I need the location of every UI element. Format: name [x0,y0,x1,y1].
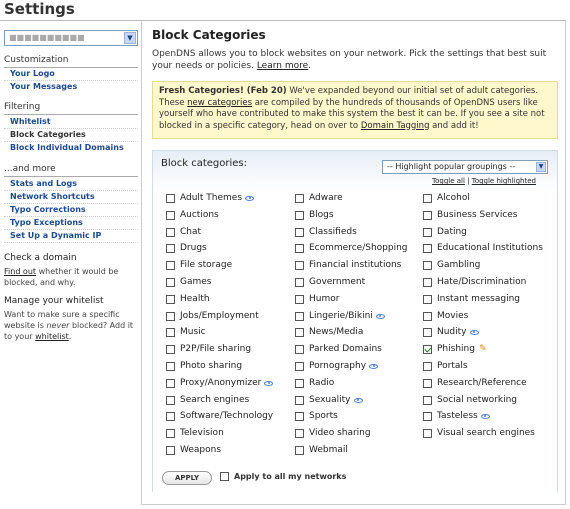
check-domain-heading: Check a domain [4,253,77,263]
category-label: Parked Domains [309,344,382,354]
category-item[interactable] [295,226,357,238]
category-checkbox[interactable] [423,278,432,287]
category-item[interactable] [423,310,468,322]
category-label: Gambling [437,260,481,270]
category-label: Ecommerce/Shopping [309,243,408,253]
category-checkbox[interactable] [166,312,175,321]
sidebar-heading-customization: Customization [4,55,69,65]
section-title: Block Categories [152,28,266,42]
category-checkbox[interactable] [295,261,304,270]
category-checkbox[interactable] [423,244,432,253]
eye-icon [376,314,385,319]
category-label: Educational Institutions [437,243,543,253]
category-item[interactable] [423,427,535,439]
learn-more-link[interactable]: Learn more [256,61,309,71]
category-item[interactable] [295,293,339,305]
category-item[interactable] [166,209,219,221]
category-checkbox[interactable] [295,362,304,371]
category-item[interactable] [423,276,526,288]
category-checkbox[interactable] [166,379,175,388]
network-select-value: ■■■■■■■■■■ [9,33,85,42]
category-item[interactable] [166,444,221,456]
category-checkbox[interactable] [295,244,304,253]
sidebar-heading-and-more: ...and more [4,164,56,174]
category-label: Research/Reference [437,378,527,388]
category-item[interactable] [423,242,543,254]
category-label: Government [309,277,366,287]
category-item[interactable] [166,377,273,389]
category-label: Software/Technology [180,411,274,421]
apply-all-checkbox[interactable] [220,472,229,481]
category-label: Blogs [309,210,334,220]
fresh-categories-notice: Fresh Categories! (Feb 20) We've expanded beyond our initial set of adult categories. These new categories are compiled by the hundreds of thousands of OpenDNS users like yourself who have contributed to make this system the best it can be. If you see a site not blocked in a specific category, head on over to Domain Tagging and add it! [152,81,558,139]
category-checkbox[interactable] [423,312,432,321]
category-item[interactable] [166,276,211,288]
category-checkbox[interactable] [423,379,432,388]
category-checkbox[interactable] [423,328,432,337]
category-item[interactable] [295,410,338,422]
category-label: Portals [437,361,468,371]
category-checkbox[interactable] [423,412,432,421]
sidebar-divider [4,141,138,142]
category-checkbox[interactable] [423,261,432,270]
eye-icon [264,381,273,386]
category-item[interactable] [166,310,259,322]
sidebar-item-typo-corrections[interactable]: Typo Corrections [10,205,86,214]
sidebar-divider [4,80,138,81]
category-item[interactable] [166,226,201,238]
eye-icon [369,364,378,369]
category-checkbox[interactable] [166,244,175,253]
category-label: Lingerie/Bikini [309,311,373,321]
category-label: Search engines [180,395,250,405]
category-item[interactable] [166,326,206,338]
category-label: Sexuality [309,395,351,405]
category-label: Phishing [437,344,475,354]
category-checkbox[interactable] [423,396,432,405]
category-label: Nudity [437,327,467,337]
category-checkbox[interactable] [423,429,432,438]
sidebar-divider [4,190,138,191]
sidebar-item-stats-and-logs[interactable]: Stats and Logs [10,179,78,188]
category-label: Adult Themes [180,193,243,203]
sidebar-divider [4,216,138,217]
category-label: Visual search engines [437,428,535,438]
category-item[interactable] [166,360,242,372]
network-select[interactable] [4,30,138,46]
block-categories-label: Block categories: [161,158,248,169]
category-item[interactable] [423,226,467,238]
intro-text: OpenDNS allows you to block websites on your network. Pick the settings that best suit your needs or policies. Learn more. [152,49,547,71]
category-label: Proxy/Anonymizer [180,378,262,388]
category-label: Weapons [180,445,222,455]
category-checkbox[interactable] [295,278,304,287]
category-label: Jobs/Employment [180,311,259,321]
category-label: Sports [309,411,338,421]
whitelist-link[interactable]: whitelist [35,332,69,341]
category-label: Financial institutions [309,260,402,270]
category-item[interactable] [423,192,470,204]
category-item[interactable] [423,343,487,355]
category-item[interactable] [295,326,363,338]
category-label: Radio [309,378,335,388]
new-categories-link[interactable]: new categories [187,97,252,108]
sidebar-divider [4,114,138,115]
sidebar-item-block-categories[interactable]: Block Categories [10,130,86,139]
eye-icon [481,414,490,419]
category-label: Television [180,428,224,438]
category-label: Chat [180,227,202,237]
category-checkbox[interactable] [166,328,175,337]
category-label: Alcohol [437,193,470,203]
category-label: Health [180,294,210,304]
category-item[interactable] [295,394,363,406]
category-item[interactable] [166,410,273,422]
category-label: Pornography [309,361,367,371]
category-item[interactable] [295,192,343,204]
find-out-link[interactable]: Find out [4,267,37,276]
sidebar-item-whitelist[interactable]: Whitelist [10,117,51,126]
sidebar [0,21,142,505]
sidebar-item-block-individual-domains[interactable]: Block Individual Domains [10,143,124,152]
category-label: P2P/File sharing [180,344,252,354]
fishing-hook-icon: ✎ [478,344,487,354]
category-checkbox[interactable] [295,328,304,337]
check-domain-text: Find out whether it would be blocked, and why. [4,267,119,287]
category-checkbox[interactable] [166,446,175,455]
category-item[interactable] [423,394,517,406]
sidebar-divider [4,176,138,177]
category-item[interactable] [423,293,520,305]
toggle-highlighted-link[interactable]: Toggle highlighted [471,177,536,185]
category-item[interactable] [295,259,401,271]
toggle-all-link[interactable]: Toggle all [432,177,465,185]
apply-all-label: Apply to all my networks [234,472,347,481]
category-item[interactable] [166,343,251,355]
category-item[interactable] [295,427,371,439]
category-label: Business Services [437,210,518,220]
category-label: Social networking [437,395,518,405]
category-item[interactable] [295,310,385,322]
category-checkbox[interactable] [295,446,304,455]
category-checkbox[interactable] [295,429,304,438]
category-checkbox[interactable] [295,312,304,321]
category-checkbox[interactable] [166,396,175,405]
sidebar-divider [4,242,138,243]
category-label: Dating [437,227,467,237]
category-item[interactable] [166,259,232,271]
category-label: Tasteless [437,411,478,421]
category-checkbox[interactable] [166,429,175,438]
eye-icon [245,196,254,201]
category-item[interactable] [295,343,382,355]
grouping-select-value: -- Highlight popular groupings -- [387,162,516,171]
category-item[interactable] [423,360,468,372]
category-checkbox[interactable] [423,345,432,354]
category-checkbox[interactable] [166,228,175,237]
category-item[interactable] [166,293,210,305]
eye-icon [470,330,479,335]
category-item[interactable] [423,410,490,422]
category-checkbox[interactable] [295,295,304,304]
category-checkbox[interactable] [295,345,304,354]
category-checkbox[interactable] [423,362,432,371]
category-checkbox[interactable] [166,211,175,220]
category-label: Movies [437,311,469,321]
chevron-down-icon[interactable]: ▼ [124,32,136,44]
category-label: Video sharing [309,428,371,438]
sidebar-item-your-logo[interactable]: Your Logo [10,69,55,78]
sidebar-divider [4,67,138,68]
category-item[interactable] [166,192,254,204]
manage-whitelist-text: Want to make sure a specific website is never blocked? Add it to your whitelist. [4,310,134,341]
category-checkbox[interactable] [423,194,432,203]
category-checkbox[interactable] [166,278,175,287]
manage-whitelist-heading: Manage your whitelist [4,296,104,306]
category-label: Webmail [309,445,348,455]
category-item[interactable] [166,242,207,254]
sidebar-divider [4,203,138,204]
domain-tagging-link[interactable]: Domain Tagging [360,120,430,131]
category-checkbox[interactable] [295,412,304,421]
eye-icon [354,398,363,403]
category-item[interactable] [295,360,378,372]
sidebar-item-your-messages[interactable]: Your Messages [10,82,78,91]
category-checkbox[interactable] [166,362,175,371]
category-checkbox[interactable] [166,194,175,203]
category-checkbox[interactable] [166,345,175,354]
chevron-down-icon[interactable]: ▼ [536,162,546,172]
grouping-select[interactable] [382,160,548,174]
category-checkbox[interactable] [295,228,304,237]
sidebar-heading-filtering: Filtering [4,102,41,112]
category-checkbox[interactable] [166,261,175,270]
category-checkbox[interactable] [423,295,432,304]
category-label: Auctions [180,210,219,220]
category-checkbox[interactable] [295,211,304,220]
category-label: Music [180,327,206,337]
sidebar-divider [4,128,138,129]
category-item[interactable] [295,377,334,389]
category-item[interactable] [423,377,527,389]
category-item[interactable] [295,276,365,288]
category-item[interactable] [295,444,348,456]
category-label: Drugs [180,243,207,253]
sidebar-divider [4,229,138,230]
category-item[interactable] [423,259,480,271]
category-item[interactable] [423,209,518,221]
category-item[interactable] [166,394,249,406]
sidebar-item-typo-exceptions[interactable]: Typo Exceptions [10,218,83,227]
category-label: Instant messaging [437,294,521,304]
category-checkbox[interactable] [295,396,304,405]
category-item[interactable] [295,242,408,254]
category-label: Photo sharing [180,361,243,371]
category-label: File storage [180,260,233,270]
category-label: Humor [309,294,340,304]
category-label: Classifieds [309,227,357,237]
category-label: News/Media [309,327,364,337]
category-checkbox[interactable] [166,295,175,304]
category-checkbox[interactable] [166,412,175,421]
sidebar-item-network-shortcuts[interactable]: Network Shortcuts [10,192,95,201]
toggle-links: Toggle all | Toggle highlighted [432,177,536,185]
page-title: Settings [4,0,75,18]
sidebar-item-dynamic-ip[interactable]: Set Up a Dynamic IP [10,231,102,240]
category-checkbox[interactable] [295,194,304,203]
category-label: Adware [309,193,343,203]
category-label: Hate/Discrimination [437,277,527,287]
category-item[interactable] [423,326,479,338]
category-item[interactable] [166,427,224,439]
category-label: Games [180,277,212,287]
apply-button[interactable]: APPLY [162,471,212,485]
category-checkbox[interactable] [423,228,432,237]
category-checkbox[interactable] [295,379,304,388]
category-checkbox[interactable] [423,211,432,220]
apply-all-networks[interactable] [220,472,346,481]
category-item[interactable] [295,209,334,221]
